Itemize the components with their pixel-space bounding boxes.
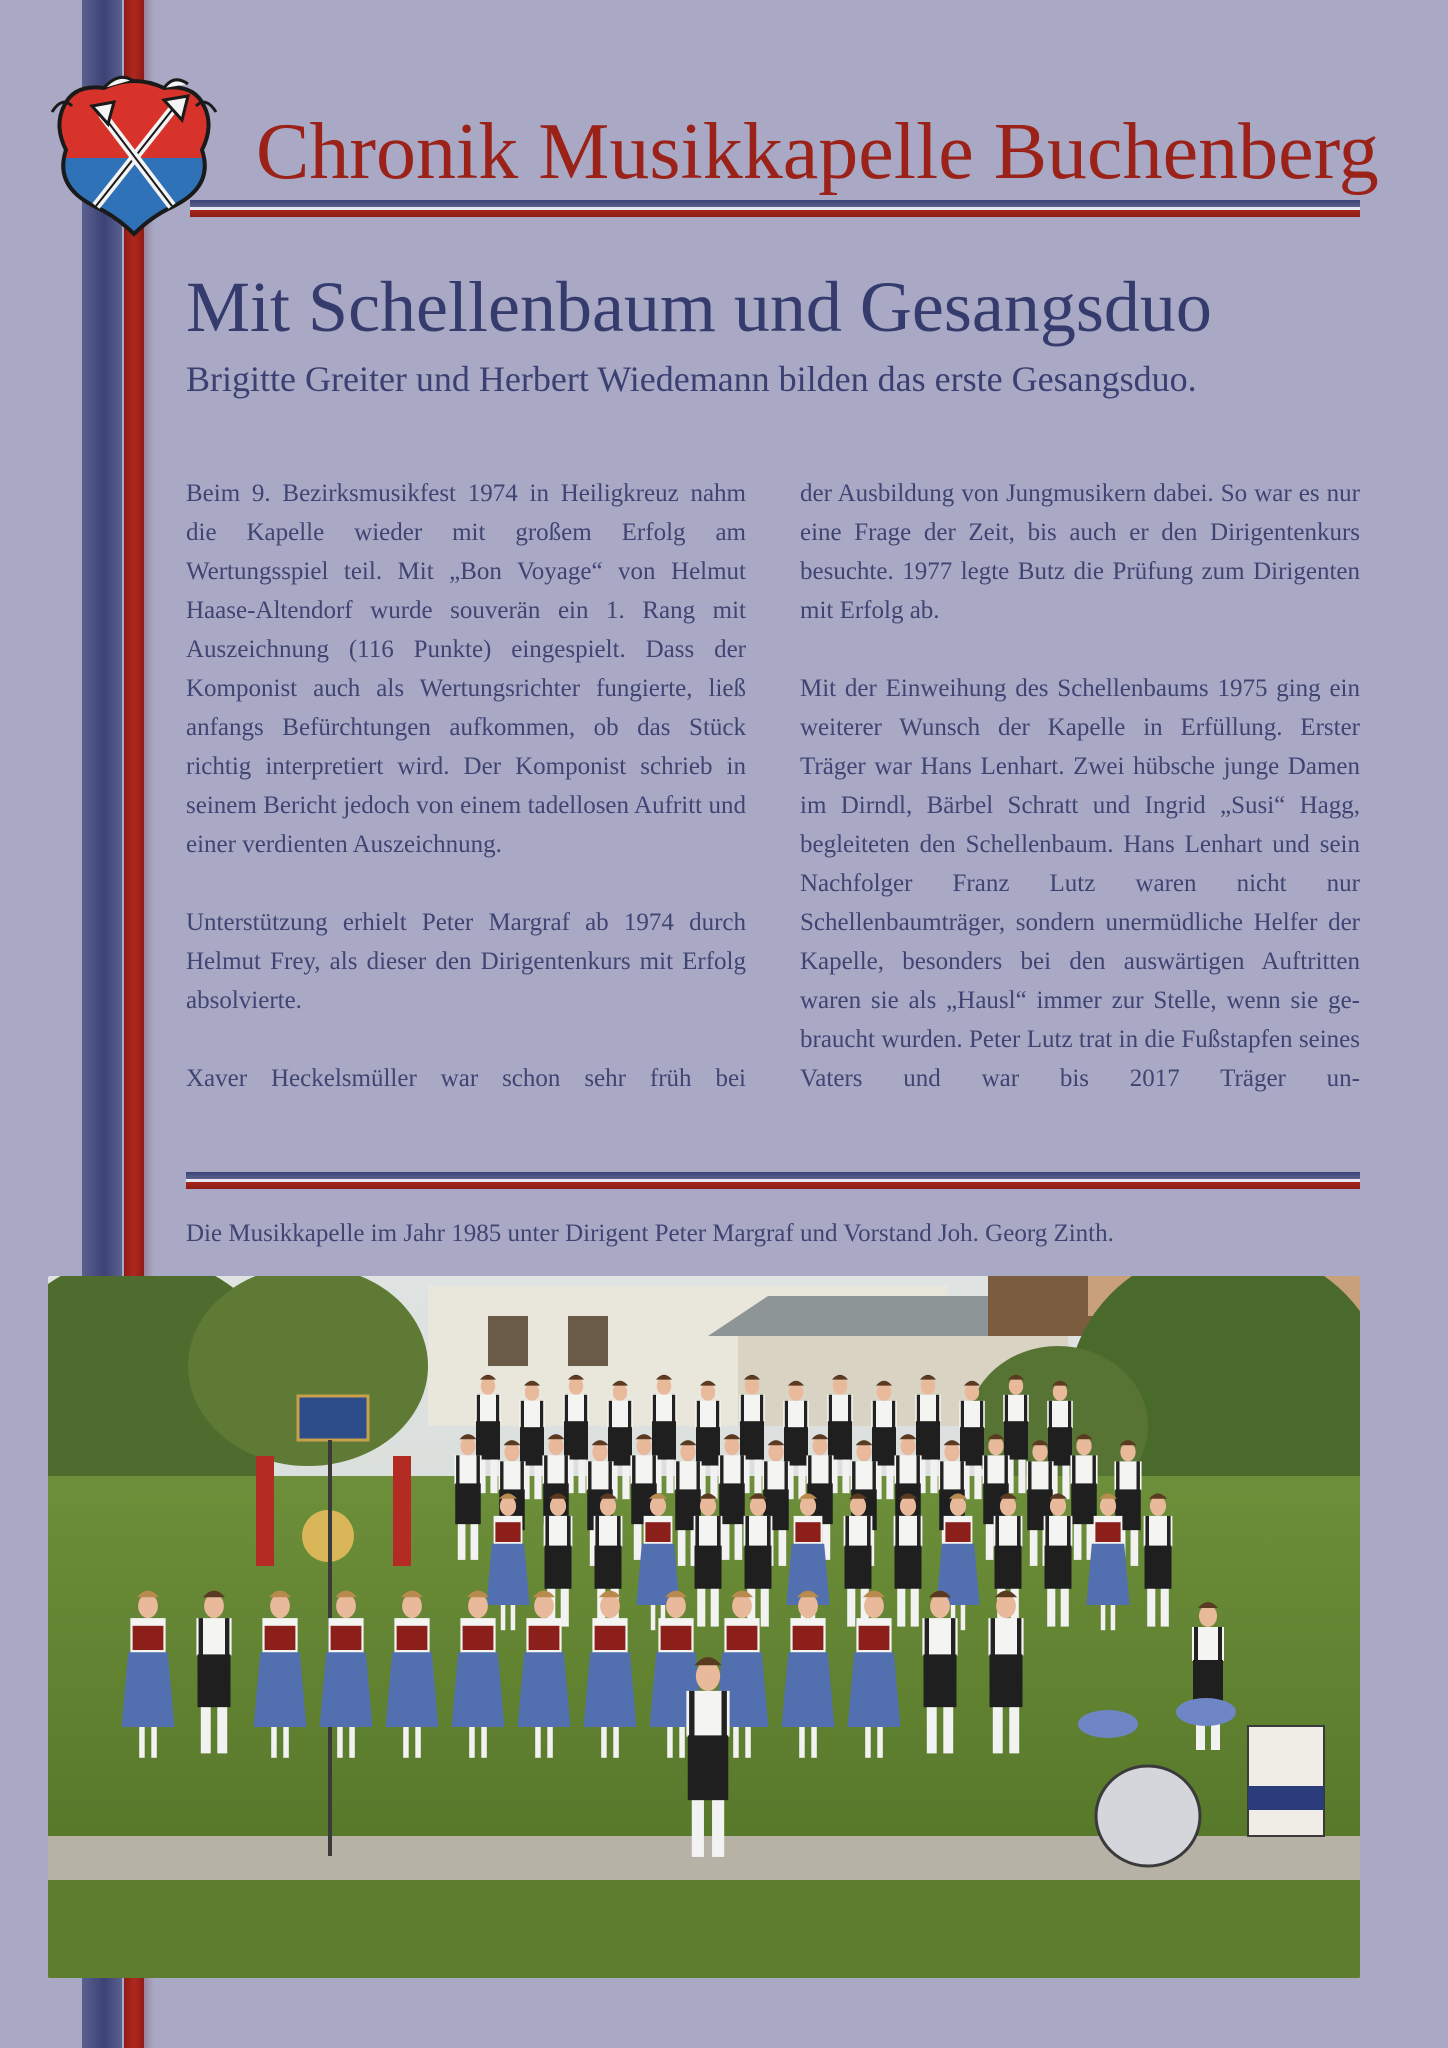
paragraph: Unterstützung erhielt Peter Margraf ab 1974 durch Helmut Frey, als dieser den Dirigentenkurs mit Erfolg absolvierte. <box>186 909 746 1014</box>
page-header-title: Chronik Musikkapelle Buchenberg <box>256 108 1379 196</box>
text-column-right <box>800 474 1360 1137</box>
paragraph: Xaver Heckelsmüller war schon sehr früh bei <box>186 1065 746 1092</box>
article-subtitle: Brigitte Greiter und Herbert Wiedemann bilden das erste Gesangsduo. <box>186 359 1197 399</box>
text-column-left <box>186 474 746 1137</box>
header-rule <box>190 200 1360 218</box>
paragraph: Mit der Einweihung des Schellenbaums 1975 ging ein weiterer Wunsch der Kapelle in Erfüllung. Erster Träger war Hans Lenhart. Zwei hübsche junge Damen im Dirndl, Bärbel Schratt und Ingrid „Susi“ Hagg, begleiteten den Schellenbaum. Hans Lenhart und sein Nachfolger Franz Lutz waren nicht nur Schellenbaumträger, sondern unermüdliche Helfer der Kapelle, besonders bei den auswärtigen Auftritten waren sie als „Hausl“ immer zur Stelle, wenn sie gebraucht wurden. Peter Lutz trat in die Fußstapfen seines Vaters und war bis 2017 Träger un- <box>800 675 1360 1092</box>
band-group-photo <box>48 1276 1360 1978</box>
paragraph: Beim 9. Bezirksmusikfest 1974 in Heiligkreuz nahm die Kapelle wieder mit großem Erfolg am Wertungsspiel teil. Mit „Bon Voyage“ von Helmut Haase-Altendorf wurde souverän ein 1. Rang mit Auszeichnung (116 Punkte) eingespielt. Dass der Komponist auch als Wertungsrichter fungierte, ließ anfangs Befürchtungen aufkommen, ob das Stück richtig interpretiert wird. Der Komponist schrieb in seinem Bericht jedoch von einem tadellosen Aufritt und einer verdienten Auszeichnung. <box>186 480 746 858</box>
paragraph: der Ausbildung von Jungmusikern dabei. So war es nur eine Frage der Zeit, bis auch er den Dirigentenkurs besuchte. 1977 legte Butz die Prüfung zum Dirigenten mit Erfolg ab. <box>800 480 1360 624</box>
section-rule <box>186 1172 1360 1190</box>
photo-caption: Die Musikkapelle im Jahr 1985 unter Dirigent Peter Margraf und Vorstand Joh. Georg Zinth. <box>186 1220 1114 1247</box>
article-title: Mit Schellenbaum und Gesangsduo <box>186 267 1212 347</box>
